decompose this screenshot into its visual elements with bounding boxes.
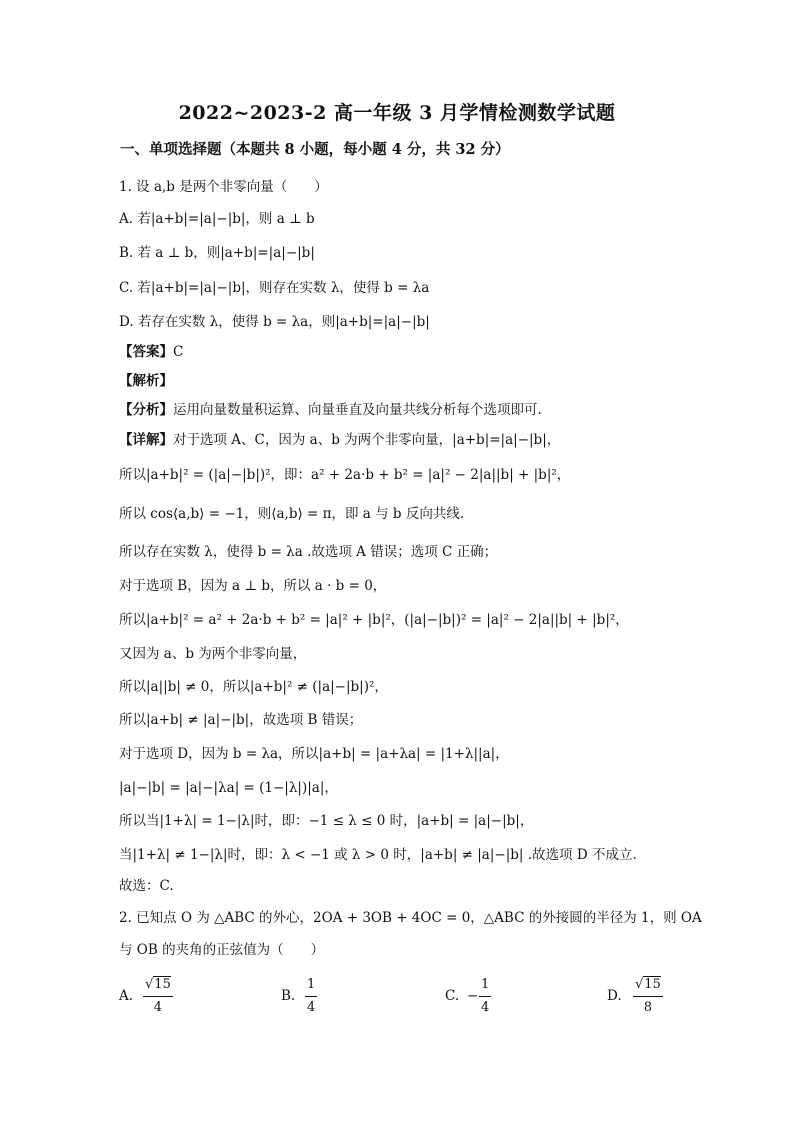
solution-line: 所以 cos⟨a,b⟩ = −1，则⟨a,b⟩ = π，即 a 与 b 反向共线. <box>119 506 465 522</box>
solution-line: 当|1+λ| ≠ 1−|λ|时，即：λ < −1 或 λ > 0 时，|a+b| ≠ |a|−|b| .故选项 D 不成立. <box>119 847 637 863</box>
fenxi-line <box>119 401 542 419</box>
question-2-options: A. √15 4 B. 1 4 C. − 1 4 D. √15 8 <box>119 977 661 1015</box>
xiangjie-line <box>119 431 560 449</box>
solution-line: 所以|a+b|² = a² + 2a·b + b² = |a|² + |b|²，(|a|−|b|)² = |a|² − 2|a||b| + |b|²， <box>119 612 629 628</box>
answer-value: C <box>173 344 184 360</box>
solution-line: 所以|a+b| ≠ |a|−|b|，故选项 B 错误； <box>119 712 363 728</box>
page-title: 2022~2023-2 高一年级 3 月学情检测数学试题 <box>178 102 616 124</box>
question-1-option-d: D. 若存在实数 λ，使得 b = λa，则|a+b|=|a|−|b| <box>119 314 430 330</box>
xiangjie-tag: 【详解】 <box>119 432 173 448</box>
answer-tag: 【答案】 <box>119 344 173 360</box>
question-2-stem-cont: 与 OB 的夹角的正弦值为（ ） <box>119 942 325 958</box>
analysis-line <box>119 372 173 390</box>
answer-line <box>119 343 183 361</box>
solution-line: |a|−|b| = |a|−|λa| = (1−|λ|)|a|， <box>119 780 338 796</box>
question-1-option-c: C. 若|a+b|=|a|−|b|，则存在实数 λ，使得 b = λa <box>119 280 430 296</box>
question-1-stem: 1. 设 a,b 是两个非零向量（ ） <box>119 179 328 195</box>
question-1-option-b: B. 若 a ⊥ b，则|a+b|=|a|−|b| <box>119 245 315 261</box>
solution-line: 故选：C. <box>119 878 174 894</box>
analysis-tag: 【解析】 <box>119 373 173 389</box>
question-1-option-a: A. 若|a+b|=|a|−|b|，则 a ⊥ b <box>119 211 315 227</box>
solution-line: 所以存在实数 λ，使得 b = λa .故选项 A 错误；选项 C 正确； <box>119 544 498 560</box>
solution-line: 对于选项 B，因为 a ⊥ b，所以 a · b = 0， <box>119 578 387 594</box>
solution-line: 所以|a+b|² = (|a|−|b|)²，即：a² + 2a·b + b² = |a|² − 2|a||b| + |b|²， <box>119 467 571 483</box>
question-2-stem: 2. 已知点 O 为 △ABC 的外心，2OA + 3OB + 4OC = 0，△ABC 的外接圆的半径为 1，则 OA <box>119 910 702 926</box>
solution-line: 所以|a||b| ≠ 0，所以|a+b|² ≠ (|a|−|b|)²， <box>119 679 388 695</box>
fenxi-text: 运用向量数量积运算、向量垂直及向量共线分析每个选项即可. <box>173 402 542 418</box>
solution-line: 对于选项 D，因为 b = λa，所以|a+b| = |a+λa| = |1+λ||a|， <box>119 746 509 762</box>
solution-line: 又因为 a、b 为两个非零向量， <box>119 646 307 662</box>
solution-line: 所以当|1+λ| = 1−|λ|时，即：−1 ≤ λ ≤ 0 时，|a+b| = |a|−|b|， <box>119 813 534 829</box>
fenxi-tag: 【分析】 <box>119 402 173 418</box>
section-heading: 一、单项选择题（本题共 8 小题，每小题 4 分，共 32 分） <box>120 141 510 158</box>
xiangjie-text: 对于选项 A、C，因为 a、b 为两个非零向量，|a+b|=|a|−|b|， <box>173 432 561 448</box>
